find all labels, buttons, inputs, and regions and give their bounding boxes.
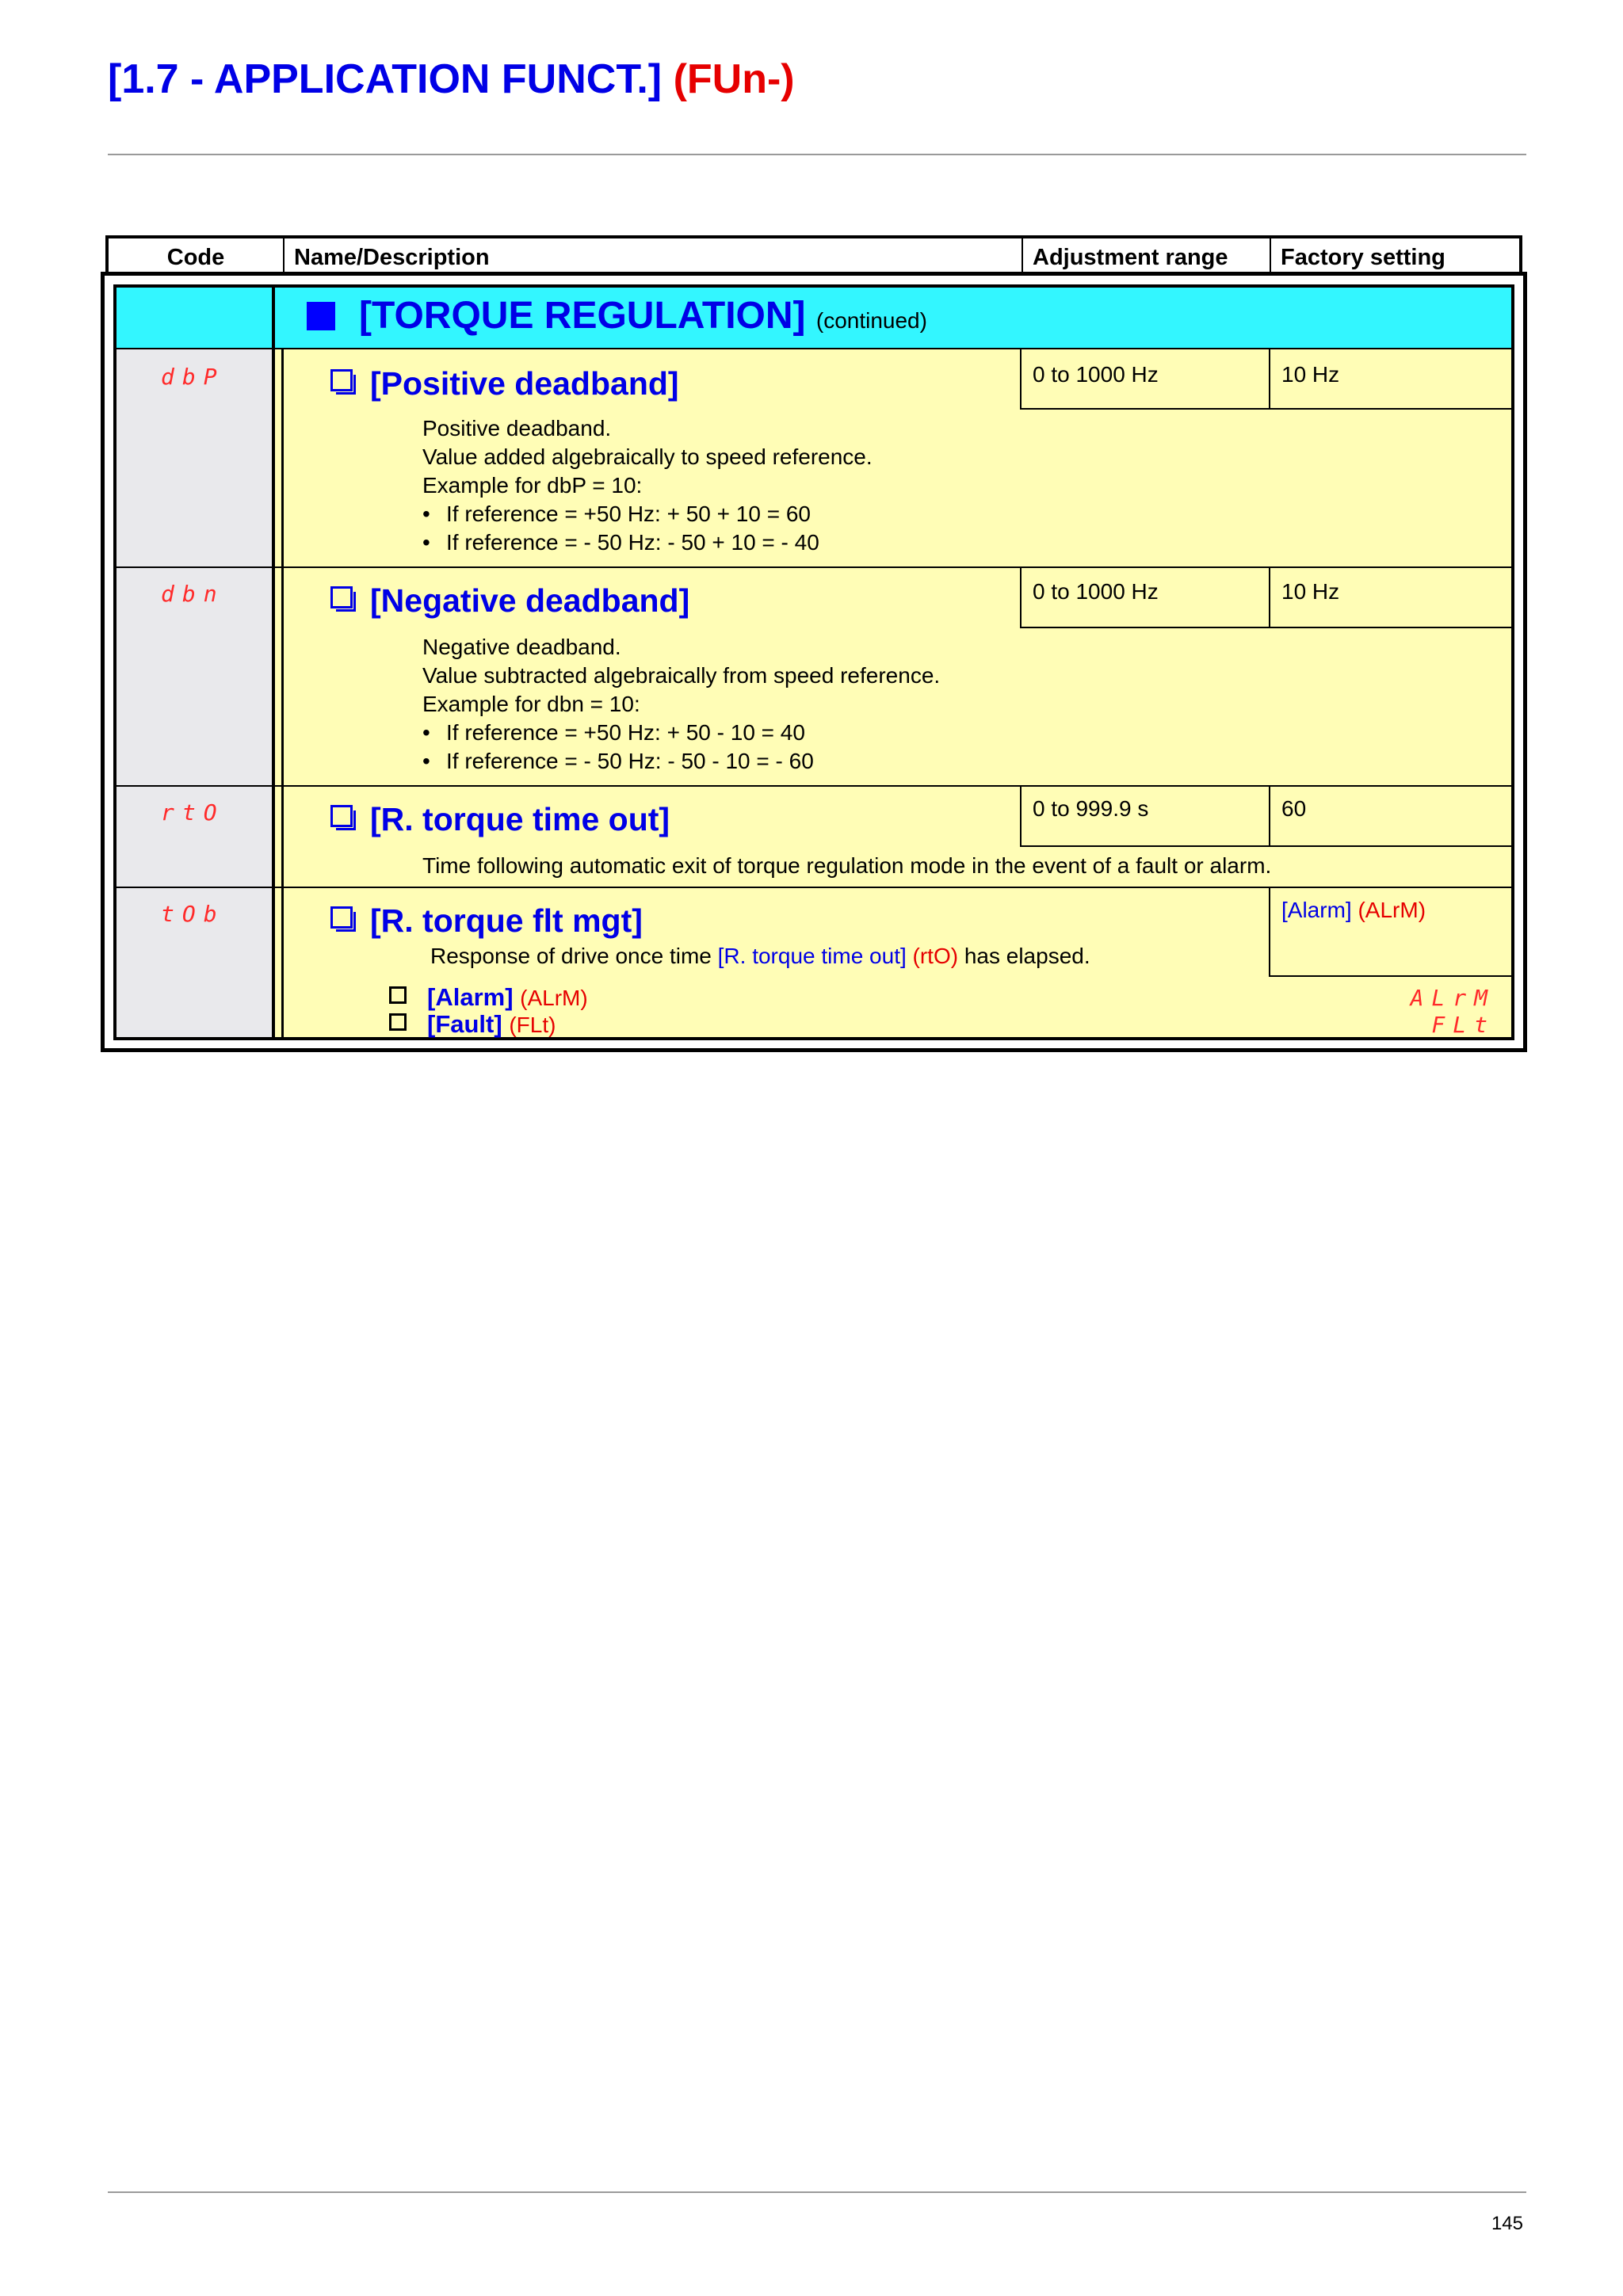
checkbox-icon — [330, 369, 353, 391]
header-name: Name/Description — [285, 238, 1023, 272]
title-code: (FUn-) — [673, 56, 795, 102]
section-square-icon — [307, 302, 335, 330]
row-code: dbn — [161, 581, 225, 607]
option-code: ALrM — [1410, 985, 1495, 1011]
factory-value: 10 Hz — [1281, 362, 1340, 387]
checkbox-icon — [330, 805, 353, 827]
row-code: dbP — [161, 364, 225, 390]
code-column-divider — [281, 288, 284, 1037]
parameter-table — [113, 284, 1514, 1040]
option-alarm: [Alarm] (ALrM) — [389, 983, 588, 1012]
title-bracket: [1.7 - APPLICATION FUNCT.] — [108, 56, 663, 102]
row-code: tOb — [161, 901, 225, 927]
param-description: Positive deadband. Value added algebraically to speed reference. Example for dbP = 10: • If reference = +50 Hz: + 50 + 10 = 60 • If reference = - 50 Hz: - 50 + 10 = - 40 — [422, 416, 873, 555]
param-description: Response of drive once time [R. torque time out] (rtO) has elapsed. — [430, 944, 1090, 968]
checkbox-icon — [330, 586, 353, 608]
param-name: [Negative deadband] — [330, 582, 689, 620]
page-number: 145 — [1491, 2213, 1523, 2234]
param-name: [R. torque time out] — [330, 801, 670, 838]
checkbox-icon — [330, 906, 353, 929]
range-value: 0 to 1000 Hz — [1033, 362, 1159, 387]
section-title: [TORQUE REGULATION] (continued) — [359, 295, 927, 337]
range-value: 0 to 1000 Hz — [1033, 579, 1159, 604]
param-description: Time following automatic exit of torque regulation mode in the event of a fault or alarm. — [422, 853, 1272, 878]
factory-value: [Alarm] (ALrM) — [1281, 898, 1426, 922]
param-description: Negative deadband. Value subtracted algebraically from speed reference. Example for dbn = 10: • If reference = +50 Hz: + 50 - 10 = 40 • If reference = - 50 Hz: - 50 - 10 = - 60 — [422, 635, 941, 773]
bottom-rule — [108, 2191, 1526, 2193]
param-name: [Positive deadband] — [330, 365, 679, 402]
param-name: [R. torque flt mgt] — [330, 902, 643, 940]
top-rule — [108, 154, 1526, 155]
range-value: 0 to 999.9 s — [1033, 796, 1149, 821]
table-header — [105, 235, 1522, 272]
page-title — [108, 55, 795, 103]
factory-value: 10 Hz — [1281, 579, 1340, 604]
header-code: Code — [109, 238, 285, 272]
option-fault: [Fault] (FLt) — [389, 1010, 556, 1039]
option-box-icon — [389, 1013, 407, 1031]
row-code: rtO — [161, 799, 225, 826]
option-box-icon — [389, 986, 407, 1004]
factory-value: 60 — [1281, 796, 1307, 821]
option-code: FLt — [1431, 1012, 1495, 1038]
section-header — [116, 288, 1511, 349]
header-range: Adjustment range — [1023, 238, 1271, 272]
header-factory: Factory setting — [1281, 245, 1445, 270]
